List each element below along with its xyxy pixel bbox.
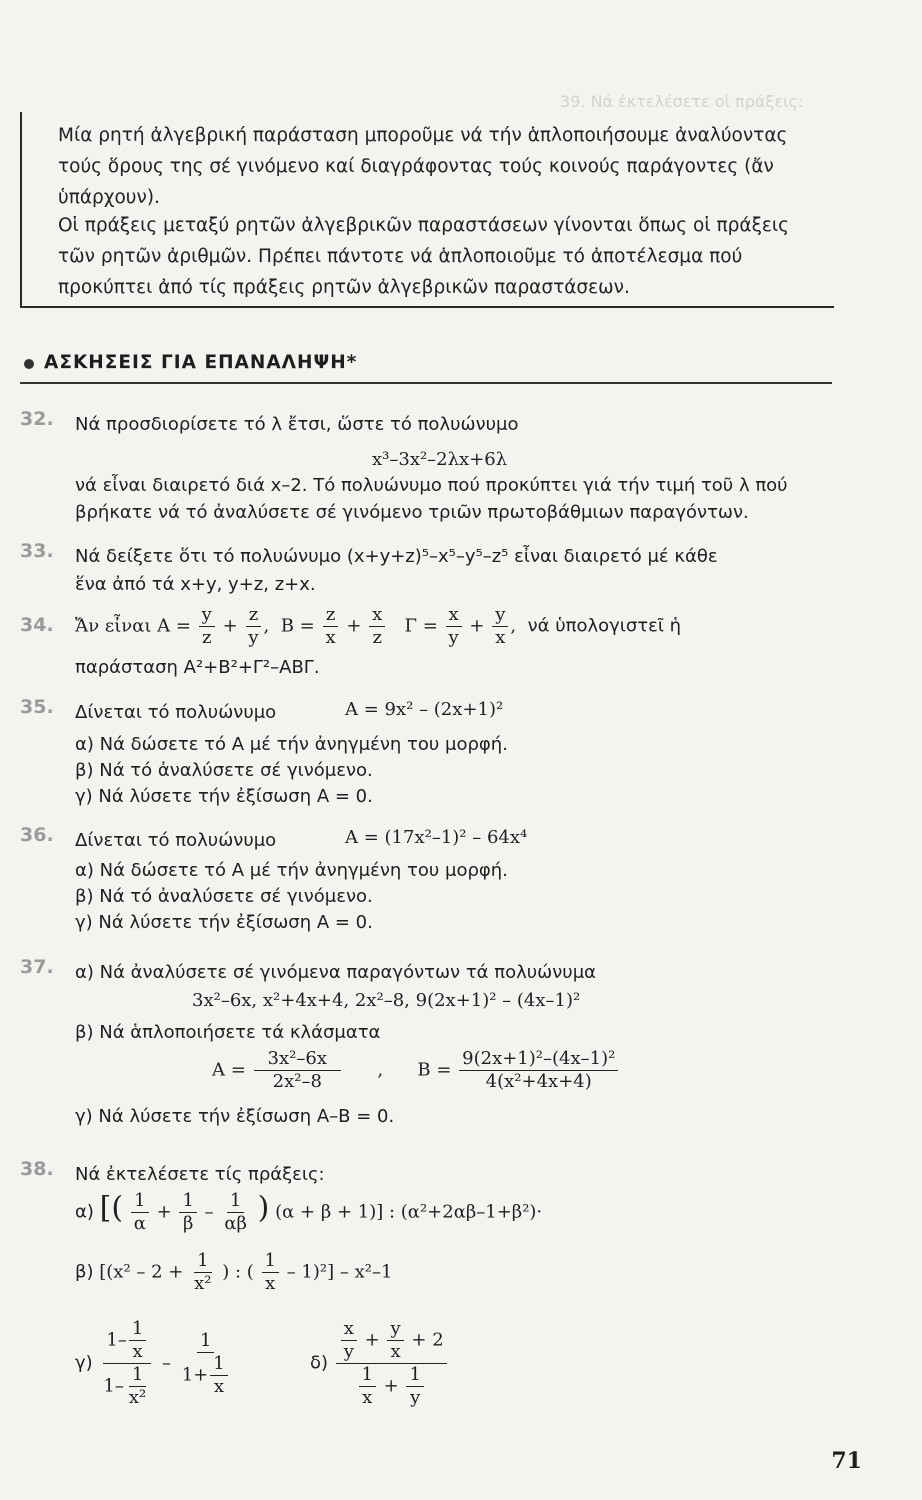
fraction: $\frac{y}{x}$: [492, 604, 508, 649]
ex38-d: δ) $\frac{x}{y}$ + $\frac{y}{x}$ + 2 $\frac{1}{x}$ + $\frac{1}{y}$: [310, 1318, 449, 1409]
section-divider: [20, 382, 832, 384]
theory-paragraph-1: Μία ρητή ἀλγεβρική παράσταση μποροῦμε νά τήν ἁπλοποιήσουμε ἀναλύοντας τούς ὅρους της σέ γινόμενο καί διαγράφοντας τούς κοινούς παράγοντες (ἄν ὑπάρχουν).: [58, 125, 788, 208]
exercise-number: 36.: [20, 824, 54, 846]
compound-fraction: $\frac{x}{y}$ + $\frac{y}{x}$ + 2 $\frac{1}{x}$ + $\frac{1}{y}$: [336, 1318, 447, 1409]
exercise-number: 35.: [20, 696, 54, 718]
ex37-fractions: Α = $\frac{\text{3x²–6x}}{\text{2x²–8}}$ , Β = $\frac{\text{9(2x+1)²–(4x–1)²}}{\text{4(x²+4x+4)}}$: [212, 1048, 620, 1093]
compound-fraction: 1– $\frac{1}{x}$ 1– $\frac{1}{\text{x²}}$: [100, 1318, 154, 1409]
fraction: $\frac{z}{y}$: [245, 604, 261, 649]
fraction: $\frac{z}{x}$: [322, 604, 338, 649]
fraction: $\frac{1}{x}$: [262, 1250, 279, 1295]
exercise-number: 33.: [20, 540, 54, 562]
compound-fraction: 1 1+ $\frac{1}{x}$: [179, 1330, 233, 1398]
ex35-line1: Δίνεται τό πολυώνυμο: [75, 702, 277, 723]
ex38-a: α) [( $\frac{1}{\alpha}$ + $\frac{1}{\beta}$ – $\frac{1}{\alpha\beta}$ ) (α + β + 1)] : (α²+2αβ–1+β²)·: [75, 1190, 543, 1234]
ex34-expression: Ἄν εἶναι Α = $\frac{y}{z}$ + $\frac{z}{y}$ , Β = $\frac{z}{x}$ + $\frac{x}{z}$ Γ = $\frac{x}{y}$ + $\frac{y}{x}$ , νά ὑπολογιστεῖ ἡ: [75, 604, 682, 648]
ex37-c: γ) Νά λύσετε τήν ἐξίσωση Α–Β = 0.: [75, 1106, 395, 1127]
fraction: $\frac{\text{9(2x+1)²–(4x–1)²}}{\text{4(x²+4x+4)}}$: [459, 1048, 618, 1093]
fraction: $\frac{x}{z}$: [369, 604, 385, 649]
ex36-c: γ) Νά λύσετε τήν ἐξίσωση Α = 0.: [75, 912, 373, 933]
exercise-number: 34.: [20, 614, 54, 636]
fraction: $\frac{x}{y}$: [446, 604, 462, 649]
fraction: $\frac{y}{z}$: [199, 604, 215, 649]
ex37-a: α) Νά ἀναλύσετε σέ γινόμενα παραγόντων τά πολυώνυμα: [75, 962, 597, 983]
section-title: ΑΣΚΗΣΕΙΣ ΓΙΑ ΕΠΑΝΑΛΗΨΗ*: [44, 352, 358, 373]
ex34-line2: παράσταση Α²+Β²+Γ²–ΑΒΓ.: [75, 657, 320, 678]
fraction: $\frac{\text{3x²–6x}}{\text{2x²–8}}$: [254, 1048, 341, 1093]
bleed-through-text: 39. Νά ἐκτελέσετε οἱ πράξεις:: [560, 92, 804, 111]
ex35-c: γ) Νά λύσετε τήν ἐξίσωση Α = 0.: [75, 786, 373, 807]
ex32-formula: x³–3x²–2λx+6λ: [372, 449, 508, 470]
ex32-line3: βρήκατε νά τό ἀναλύσετε σέ γινόμενο τριῶν πρωτοβάθμιων παραγόντων.: [75, 502, 749, 523]
fraction: $\frac{1}{\text{x²}}$: [194, 1250, 212, 1294]
exercise-number: 37.: [20, 956, 54, 978]
ex33-line1: Νά δείξετε ὅτι τό πολυώνυμο (x+y+z)⁵–x⁵–y⁵–z⁵ εἶναι διαιρετό μέ κάθε: [75, 546, 718, 567]
ex35-b: β) Νά τό ἀναλύσετε σέ γινόμενο.: [75, 760, 373, 781]
ex36-formula: Α = (17x²–1)² – 64x⁴: [345, 827, 528, 848]
exercise-number: 38.: [20, 1158, 54, 1180]
ex37-polynomials: 3x²–6x, x²+4x+4, 2x²–8, 9(2x+1)² – (4x–1)²: [192, 990, 581, 1011]
exercise-number: 32.: [20, 408, 54, 430]
ex38-g: γ) 1– $\frac{1}{x}$ 1– $\frac{1}{\text{x²}}$ – 1 1+ $\frac{1}{x}$: [75, 1318, 235, 1409]
ex36-b: β) Νά τό ἀναλύσετε σέ γινόμενο.: [75, 886, 373, 907]
theory-box: [20, 112, 834, 308]
ex32-line2: νά εἶναι διαιρετό διά x–2. Τό πολυώνυμο πού προκύπτει γιά τήν τιμή τοῦ λ πού: [75, 475, 788, 496]
theory-paragraph-2: Οἱ πράξεις μεταξύ ρητῶν ἀλγεβρικῶν παραστάσεων γίνονται ὅπως οἱ πράξεις τῶν ρητῶν ἀριθμῶν. Πρέπει πάντοτε νά ἁπλοποιοῦμε τό ἀποτέλεσμα πού προκύπτει ἀπό τίς πράξεις ρητῶν ἀλγεβρικῶν παραστάσεων.: [58, 215, 790, 298]
ex32-line1: Νά προσδιορίσετε τό λ ἔτσι, ὥστε τό πολυώνυμο: [75, 414, 519, 435]
fraction: $\frac{1}{\beta}$: [179, 1190, 196, 1235]
ex36-line1: Δίνεται τό πολυώνυμο: [75, 830, 277, 851]
ex37-b: β) Νά ἁπλοποιήσετε τά κλάσματα: [75, 1022, 381, 1043]
ex35-formula: Α = 9x² – (2x+1)²: [345, 699, 504, 720]
fraction: $\frac{1}{\alpha}$: [131, 1190, 149, 1235]
ex35-a: α) Νά δώσετε τό Α μέ τήν ἀνηγμένη του μορφή.: [75, 734, 508, 755]
ex33-line2: ἕνα ἀπό τά x+y, y+z, z+x.: [75, 574, 316, 595]
bullet-icon: [24, 359, 34, 369]
fraction: $\frac{1}{\alpha\beta}$: [224, 1190, 247, 1234]
page-number: 71: [831, 1448, 862, 1474]
ex38-intro: Νά ἐκτελέσετε τίς πράξεις:: [75, 1164, 325, 1185]
ex34-intro: Ἄν εἶναι Α =: [75, 615, 191, 637]
ex38-b: β) [(x² – 2 + $\frac{1}{\text{x²}}$ ) : ( $\frac{1}{x}$ – 1)²] – x²–1: [75, 1250, 393, 1294]
ex36-a: α) Νά δώσετε τό Α μέ τήν ἀνηγμένη του μορφή.: [75, 860, 508, 881]
